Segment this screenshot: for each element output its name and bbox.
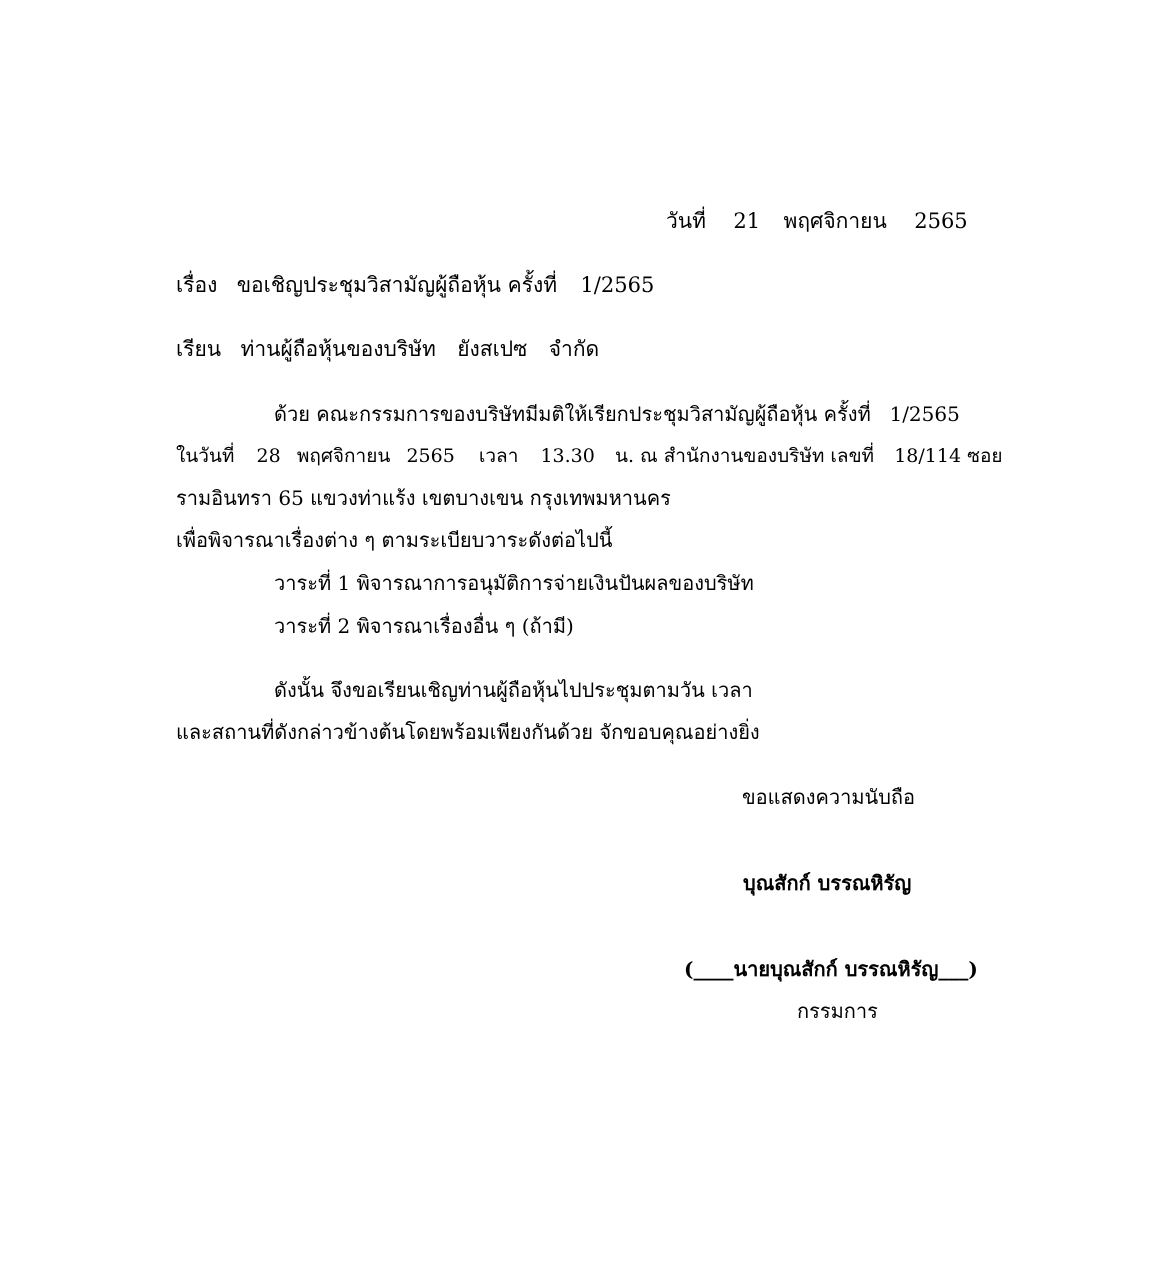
date-day: 21 <box>733 209 761 233</box>
regards-text: ขอแสดงความนับถือ <box>742 785 916 809</box>
date-label: วันที่ <box>666 209 706 233</box>
date-line <box>666 207 968 235</box>
subject-text: ขอเชิญประชุมวิสามัญผู้ถือหุ้น ครั้งที่ <box>236 273 558 297</box>
printed-name-text: (____นายบุณสักก์ บรรณหิรัญ___) <box>684 957 978 981</box>
body-line1-number: 1/2565 <box>889 402 960 426</box>
body-line2-n: น. <box>614 445 634 467</box>
body-line-1 <box>274 400 960 428</box>
body-line2-number: 18/114 <box>894 445 962 467</box>
body-line2-year: 2565 <box>406 445 455 467</box>
agenda-item-2 <box>274 612 574 640</box>
recipient-text: ท่านผู้ถือหุ้นของบริษัท <box>240 337 436 361</box>
subject-label: เรื่อง <box>176 273 218 297</box>
body-line2-day: 28 <box>256 445 281 467</box>
body-line2-month: พฤศจิกายน <box>296 445 391 467</box>
date-year: 2565 <box>914 209 968 233</box>
closing-line-2-text: และสถานที่ดังกล่าวข้างต้นโดยพร้อมเพียงกันด้วย จักขอบคุณอย่างยิ่ง <box>176 720 760 744</box>
closing-line-2 <box>176 718 760 746</box>
closing-line-1 <box>274 676 753 704</box>
position-text: กรรมการ <box>797 999 878 1023</box>
subject-line <box>176 271 654 299</box>
body-line3-text: รามอินทรา 65 แขวงท่าแร้ง เขตบางเขน กรุงเทพมหานคร <box>176 486 671 510</box>
printed-name-line <box>684 955 978 983</box>
regards-line <box>742 783 915 811</box>
recipient-company: ยังสเปซ <box>457 337 528 361</box>
body-line2-place: ณ สำนักงานของบริษัท เลขที่ <box>640 445 875 467</box>
body-line2-soi: ซอย <box>967 445 1003 467</box>
date-month: พฤศจิกายน <box>783 209 887 233</box>
body-line-2 <box>176 442 1003 470</box>
body-line1-text: ด้วย คณะกรรมการของบริษัทมีมติให้เรียกประชุมวิสามัญผู้ถือหุ้น ครั้งที่ <box>274 402 871 426</box>
subject-number: 1/2565 <box>580 273 655 297</box>
body-line-3 <box>176 484 671 512</box>
recipient-line <box>176 335 599 363</box>
body-line-4 <box>176 526 612 554</box>
signature-line <box>743 869 911 897</box>
body-line2-time: 13.30 <box>540 445 595 467</box>
agenda-item-1 <box>274 569 754 597</box>
body-line2-time-label: เวลา <box>478 445 519 467</box>
signature-text: บุณสักก์ บรรณหิรัญ <box>743 871 912 895</box>
agenda-item-1-text: วาระที่ 1 พิจารณาการอนุมัติการจ่ายเงินปันผลของบริษัท <box>274 571 754 595</box>
recipient-suffix: จำกัด <box>548 337 600 361</box>
agenda-item-2-text: วาระที่ 2 พิจารณาเรื่องอื่น ๆ (ถ้ามี) <box>274 614 574 638</box>
closing-line-1-text: ดังนั้น จึงขอเรียนเชิญท่านผู้ถือหุ้นไปประชุมตามวัน เวลา <box>274 678 753 702</box>
body-line2-label: ในวันที่ <box>176 445 235 467</box>
recipient-label: เรียน <box>176 337 222 361</box>
body-line4-text: เพื่อพิจารณาเรื่องต่าง ๆ ตามระเบียบวาระดังต่อไปนี้ <box>176 528 613 552</box>
position-line <box>797 997 878 1025</box>
